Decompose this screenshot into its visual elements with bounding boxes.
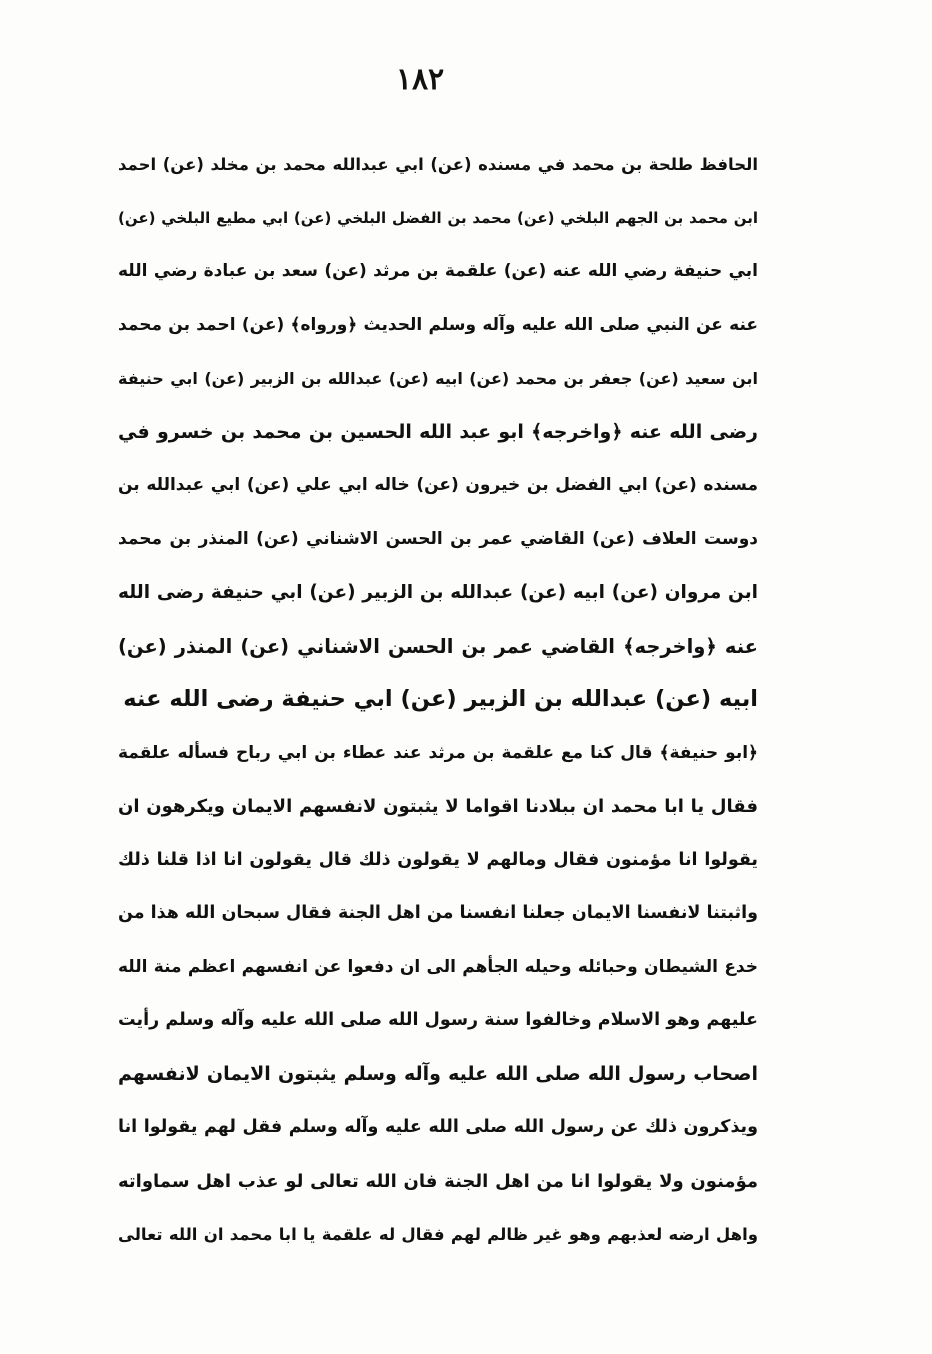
body-text <box>118 138 758 1262</box>
text-line: فقال يا ابا محمد ان ببلادنا اقواما لا يثبتون لانفسهم الايمان ويكرهون ان <box>118 796 758 817</box>
text-line: عليهم وهو الاسلام وخالفوا سنة رسول الله صلى الله عليه وآله وسلم رأيت <box>118 1010 758 1030</box>
text-line: خدع الشيطان وحبائله وحيله الجأهم الى ان دفعوا عن انفسهم اعظم منة الله <box>118 956 758 977</box>
text-line: ﴿ابو حنيفة﴾ قال كنا مع علقمة بن مرثد عند عطاء بن ابي رباح فسأله علقمة <box>118 742 758 763</box>
text-line: ويذكرون ذلك عن رسول الله صلى الله عليه وآله وسلم فقل لهم يقولوا انا <box>118 1117 758 1137</box>
text-line: مؤمنون ولا يقولوا انا من اهل الجنة فان الله تعالى لو عذب اهل سماواته <box>118 1170 758 1192</box>
text-line: ابن سعيد (عن) جعفر بن محمد (عن) ابيه (عن) عبدالله بن الزبير (عن) ابي حنيفة <box>118 369 758 388</box>
text-line: دوست العلاف (عن) القاضي عمر بن الحسن الاشناني (عن) المنذر بن محمد <box>118 528 758 549</box>
text-line: ابي حنيفة رضي الله عنه (عن) علقمة بن مرثد (عن) سعد بن عبادة رضي الله <box>118 261 758 281</box>
text-line: واثبتنا لانفسنا الايمان جعلنا انفسنا من اهل الجنة فقال سبحان الله هذا من <box>118 903 758 923</box>
text-line: واهل ارضه لعذبهم وهو غير ظالم لهم فقال له علقمة يا ابا محمد ان الله تعالى <box>118 1225 758 1244</box>
page-number: ١٨٢ <box>395 62 445 97</box>
text-line: ابن محمد بن الجهم البلخي (عن) محمد بن الفضل البلخي (عن) ابي مطيع البلخي (عن) <box>118 208 758 227</box>
text-line: اصحاب رسول الله صلى الله عليه وآله وسلم يثبتون الايمان لانفسهم <box>118 1062 758 1085</box>
text-line: يقولوا انا مؤمنون فقال ومالهم لا يقولون ذلك قال يقولون انا اذا قلنا ذلك <box>118 849 758 870</box>
text-line: ابيه (عن) عبدالله بن الزبير (عن) ابي حنيفة رضى الله عنه <box>123 686 758 712</box>
text-line: رضى الله عنه ﴿واخرجه﴾ ابو عبد الله الحسين بن محمد بن خسرو في <box>118 420 758 443</box>
text-line: عنه عن النبي صلى الله عليه وآله وسلم الحديث ﴿ورواه﴾ (عن) احمد بن محمد <box>118 314 758 335</box>
text-line: عنه ﴿واخرجه﴾ القاضي عمر بن الحسن الاشناني (عن) المنذر (عن) <box>118 634 758 658</box>
text-line: مسنده (عن) ابي الفضل بن خيرون (عن) خاله ابي علي (عن) ابي عبدالله بن <box>118 475 758 495</box>
text-line: ابن مروان (عن) ابيه (عن) عبدالله بن الزبير (عن) ابي حنيفة رضى الله <box>118 582 758 603</box>
text-line: الحافظ طلحة بن محمد في مسنده (عن) ابي عبدالله محمد بن مخلد (عن) احمد <box>118 155 758 174</box>
